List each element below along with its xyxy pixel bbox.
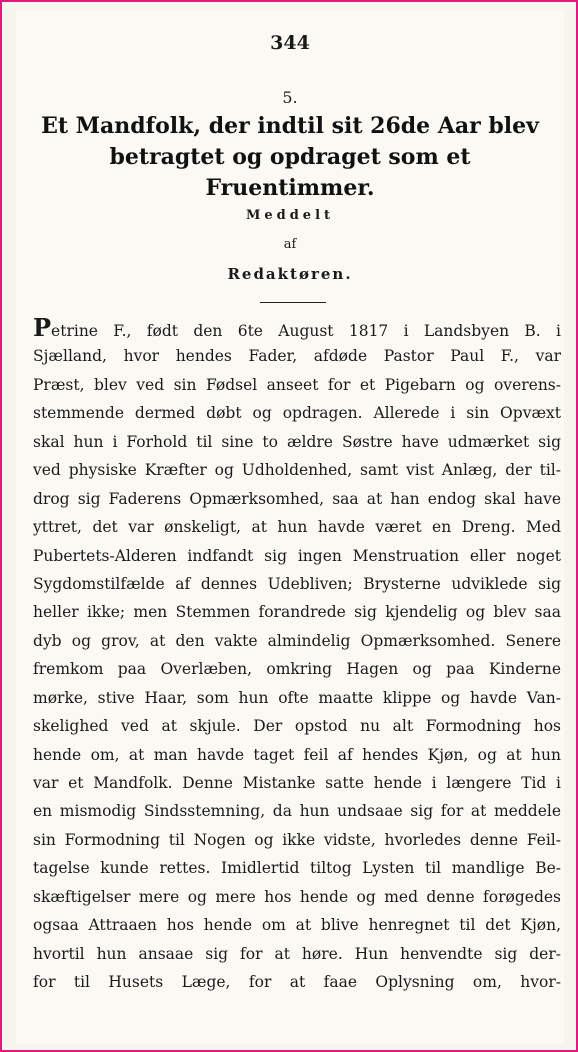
text-line: dyb og grov, at den vakte almindelig Opmærksomhed. Senere <box>33 631 561 650</box>
body-text <box>33 314 561 997</box>
text-line: skæftigelser mere og mere hos hende og med denne forøgedes <box>33 887 561 906</box>
text-line: hvortil hun ansaae sig for at høre. Hun henvendte sig der- <box>33 944 561 963</box>
text-line: Sjælland, hvor hendes Fader, afdøde Pastor Paul F., var <box>33 347 561 366</box>
text-line: sin Formodning til Nogen og ikke vidste, hvorledes denne Feil- <box>33 830 561 849</box>
text-line: Præst, blev ved sin Fødsel anseet for et Pigebarn og overens- <box>33 375 561 394</box>
text-line: stemmende dermed døbt og opdragen. Allerede i sin Opvæxt <box>33 404 561 423</box>
text-line: var et Mandfolk. Denne Mistanke satte hende i længere Tid i <box>33 774 561 792</box>
text-line: tagelse kunde rettes. Imidlertid tiltog Lysten til mandlige Be- <box>33 859 561 878</box>
text-line: yttret, det var ønskeligt, at hun havde været en Dreng. Med <box>33 518 561 537</box>
text-line: Petrine F., født den 6te August 1817 i Landsbyen B. i <box>33 314 561 342</box>
text-line: skelighed ved at skjule. Der opstod nu alt Formodning hos <box>33 717 561 736</box>
byline-author: Redaktøren. <box>227 265 353 283</box>
chapter-title <box>26 111 554 204</box>
text-line: fremkom paa Overlæben, omkring Hagen og paa Kinderne <box>33 660 561 679</box>
text-line: en mismodig Sindsstemning, da hun undsaae sig for at meddele <box>33 802 561 821</box>
byline-af: af <box>283 237 297 252</box>
text-line: heller ikke; men Stemmen forandrede sig kjendelig og blev saa <box>33 603 561 622</box>
text-line: ved physiske Kræfter og Udholdenhed, samt vist Anlæg, der til- <box>33 461 561 480</box>
text-line: Sygdomstilfælde af dennes Udebliven; Brysterne udviklede sig <box>33 574 561 593</box>
text-line: skal hun i Forhold til sine to ældre Søstre have udmærket sig <box>33 432 561 451</box>
page-number: 344 <box>270 32 310 54</box>
title-line: Et Mandfolk, der indtil sit 26de Aar blev <box>41 113 539 139</box>
text-line: mørke, stive Haar, som hun ofte maatte klippe og havde Van- <box>33 688 561 707</box>
section-divider <box>260 302 326 303</box>
text-line: for til Husets Læge, for at faae Oplysning om, hvor- <box>33 973 561 992</box>
byline-meddelt: Meddelt <box>245 208 335 223</box>
title-line: betragtet og opdraget som et <box>109 144 471 170</box>
text-line: Pubertets-Alderen indfandt sig ingen Menstruation eller noget <box>33 546 561 565</box>
title-line: Fruentimmer. <box>205 175 375 201</box>
text-line: hende om, at man havde taget feil af hendes Kjøn, og at hun <box>33 745 561 764</box>
book-page <box>16 10 564 1044</box>
chapter-number: 5. <box>282 88 298 107</box>
text-line: drog sig Faderens Opmærksomhed, saa at han endog skal have <box>33 489 561 508</box>
text-line: ogsaa Attraaen hos hende om at blive henregnet til det Kjøn, <box>33 916 561 935</box>
